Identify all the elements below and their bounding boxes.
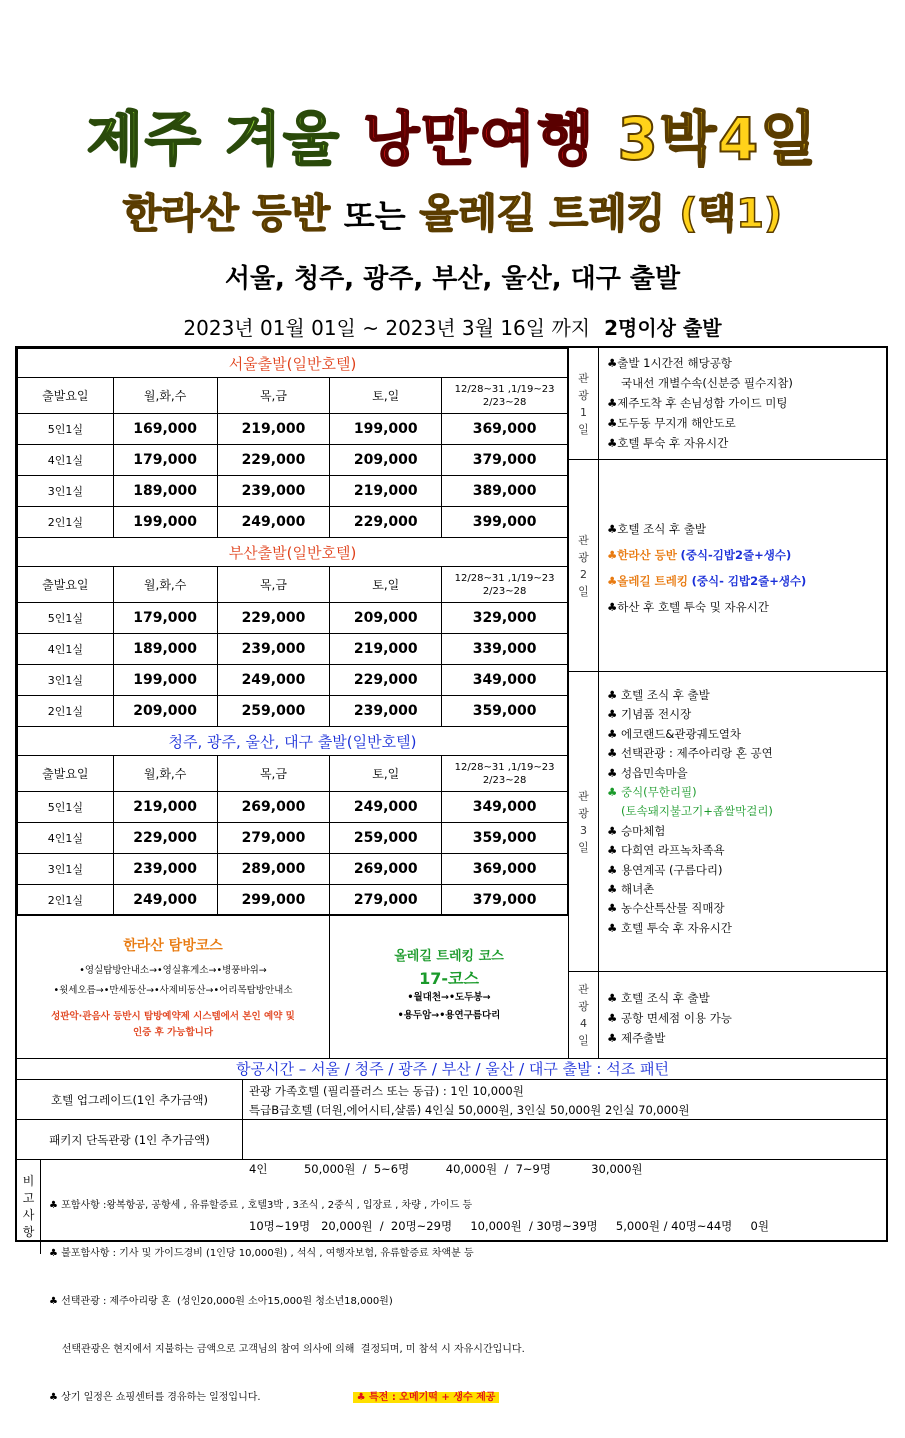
day1-item: ♣출발 1시간전 해당공항 bbox=[607, 356, 732, 370]
olle-course-title: 올레길 트레킹 코스 bbox=[394, 949, 504, 964]
day3-lunch-menu: (토속돼지불고기+좁쌀막걸리) bbox=[621, 804, 773, 819]
room-type: 2인1실 bbox=[18, 696, 114, 727]
day1-item: ♣호텔 투숙 후 자유시간 bbox=[607, 436, 729, 450]
price-row bbox=[18, 445, 568, 476]
price-cell: 229,000 bbox=[113, 823, 217, 854]
price-cell: 369,000 bbox=[442, 854, 568, 885]
notes-list bbox=[49, 1166, 884, 1438]
hotel-upgrade-detail: 관광 가족호텔 (필리플러스 또는 동급) : 1인 10,000원 특급B급호텔 (더원,에어시티,샬롬) 4인실 50,000원, 3인실 50,000원 2인실 70,000원 bbox=[249, 1084, 690, 1117]
price-row bbox=[18, 634, 568, 665]
room-type: 3인1실 bbox=[18, 854, 114, 885]
day2-item-olle: ♣올레길 트레킹 (중식- 김밥2줄+생수) bbox=[607, 574, 807, 588]
price-cell: 259,000 bbox=[330, 823, 442, 854]
price-cell: 389,000 bbox=[442, 476, 568, 507]
price-cell: 269,000 bbox=[217, 792, 330, 823]
price-cell: 369,000 bbox=[442, 414, 568, 445]
header-departure-day: 출발요일 bbox=[18, 567, 114, 603]
day-1-label: 관광1일 bbox=[578, 371, 589, 436]
price-cell: 229,000 bbox=[217, 603, 330, 634]
price-cell: 379,000 bbox=[442, 885, 568, 916]
bottom-info bbox=[17, 1058, 888, 1403]
price-row bbox=[18, 414, 568, 445]
day2-item: ♣하산 후 호텔 투숙 및 자유시간 bbox=[607, 600, 769, 614]
room-type: 4인1실 bbox=[18, 445, 114, 476]
price-cell: 299,000 bbox=[217, 885, 330, 916]
price-cell: 209,000 bbox=[330, 603, 442, 634]
price-row bbox=[18, 665, 568, 696]
package-label: 패키지 단독관광 (1인 추가금액) bbox=[17, 1120, 243, 1159]
price-table-area bbox=[17, 348, 568, 916]
note-item: ♣ 선택관광 : 제주아리랑 혼 (성인20,000원 소아15,000원 청소년18,000원) bbox=[49, 1296, 393, 1307]
price-cell: 199,000 bbox=[113, 665, 217, 696]
subtitle-or: 또는 bbox=[343, 197, 406, 235]
price-column-header: 월,화,수 bbox=[113, 756, 217, 792]
price-row bbox=[18, 792, 568, 823]
price-cell: 329,000 bbox=[442, 603, 568, 634]
day3-item: ♣ 에코랜드&관광궤도열차 bbox=[607, 726, 742, 741]
olle-course bbox=[330, 915, 568, 1059]
day1-item: ♣도두동 무지개 해안도로 bbox=[607, 416, 736, 430]
day-3-items bbox=[607, 686, 884, 938]
price-cell: 219,000 bbox=[330, 476, 442, 507]
day3-item: ♣ 농수산특산물 직매장 bbox=[607, 901, 725, 916]
hallasan-route: •영실탐방안내소→•영실휴게소→•병풍바위→ •윗세오름→•만세동산→•사제비동산→•어리목탐방안내소 bbox=[53, 965, 293, 996]
day3-item: ♣ 성읍민속마을 bbox=[607, 765, 688, 780]
price-cell: 209,000 bbox=[330, 445, 442, 476]
room-type: 2인1실 bbox=[18, 885, 114, 916]
price-cell: 219,000 bbox=[330, 634, 442, 665]
price-cell: 249,000 bbox=[113, 885, 217, 916]
day1-item: 국내선 개별수속(신분증 필수지참) bbox=[621, 376, 793, 390]
price-column-header: 월,화,수 bbox=[113, 567, 217, 603]
hallasan-course bbox=[17, 915, 330, 1059]
price-cell: 249,000 bbox=[330, 792, 442, 823]
day3-item: ♣ 다희연 라프녹차족욕 bbox=[607, 843, 725, 858]
day2-item: ♣호텔 조식 후 출발 bbox=[607, 522, 707, 536]
price-column-header: 토,일 bbox=[330, 567, 442, 603]
price-cell: 229,000 bbox=[217, 445, 330, 476]
price-row bbox=[18, 823, 568, 854]
day2-item-hallasan: ♣한라산 등반 (중식-김밥2줄+생수) bbox=[607, 548, 792, 562]
price-cell: 199,000 bbox=[330, 414, 442, 445]
header-departure-day: 출발요일 bbox=[18, 378, 114, 414]
day3-item: ♣ 호텔 투숙 후 자유시간 bbox=[607, 920, 732, 935]
price-cell: 249,000 bbox=[217, 507, 330, 538]
price-cell: 339,000 bbox=[442, 634, 568, 665]
note-item: 선택관광은 현지에서 지불하는 금액으로 고객님의 참여 의사에 의해 결정되며, 미 참석 시 자유시간입니다. bbox=[49, 1344, 525, 1355]
price-table bbox=[17, 348, 568, 916]
price-cell: 359,000 bbox=[442, 823, 568, 854]
day-4-label: 관광4일 bbox=[578, 983, 589, 1047]
day4-item: ♣ 공항 면세점 이용 가능 bbox=[607, 1011, 732, 1025]
price-cell: 289,000 bbox=[217, 854, 330, 885]
day-1 bbox=[569, 348, 888, 460]
price-cell: 189,000 bbox=[113, 634, 217, 665]
price-row bbox=[18, 696, 568, 727]
price-cell: 239,000 bbox=[113, 854, 217, 885]
price-cell: 189,000 bbox=[113, 476, 217, 507]
flight-info: 항공시간 – 서울 / 청주 / 광주 / 부산 / 울산 / 대구 출발 : 석조 패턴 bbox=[17, 1058, 888, 1080]
day3-item: ♣ 용연계곡 (구름다리) bbox=[607, 862, 723, 877]
hallasan-course-title: 한라산 탐방코스 bbox=[123, 938, 223, 954]
day1-item: ♣제주도착 후 손님성함 가이드 미팅 bbox=[607, 396, 788, 410]
sub-title bbox=[0, 182, 905, 239]
day-3 bbox=[569, 672, 888, 972]
note-item-last: ♣ 상기 일정은 쇼핑센터를 경유하는 일정입니다. ♣ 특전 : 오메기떡 + 생수 제공 bbox=[49, 1390, 884, 1406]
title-jeju-winter: 제주 겨울 bbox=[86, 105, 341, 173]
price-row bbox=[18, 603, 568, 634]
room-type: 4인1실 bbox=[18, 823, 114, 854]
price-column-header: 월,화,수 bbox=[113, 378, 217, 414]
price-cell: 249,000 bbox=[217, 665, 330, 696]
room-type: 2인1실 bbox=[18, 507, 114, 538]
price-cell: 209,000 bbox=[113, 696, 217, 727]
day3-lunch: ♣ 중식(무한리필) bbox=[607, 785, 697, 800]
price-column-header: 목,금 bbox=[217, 378, 330, 414]
room-type: 4인1실 bbox=[18, 634, 114, 665]
price-cell: 239,000 bbox=[217, 634, 330, 665]
price-section-title: 서울출발(일반호텔) bbox=[18, 349, 568, 378]
price-header-row bbox=[18, 378, 568, 414]
price-row bbox=[18, 854, 568, 885]
day-3-label: 관광3일 bbox=[578, 789, 589, 854]
day-2-items bbox=[607, 516, 884, 620]
note-item: ♣ 불포함사항 : 기사 및 가이드경비 (1인당 10,000원) , 석식 , 여행자보험, 유류할증료 차액분 등 bbox=[49, 1248, 474, 1259]
price-cell: 349,000 bbox=[442, 665, 568, 696]
price-column-header: 토,일 bbox=[330, 378, 442, 414]
price-cell: 349,000 bbox=[442, 792, 568, 823]
subtitle-olle: 올레길 트레킹 (택1) bbox=[419, 191, 783, 237]
day4-item: ♣ 제주출발 bbox=[607, 1031, 666, 1045]
price-column-header: 12/28~31 ,1/19~23 2/23~28 bbox=[442, 756, 568, 792]
day3-item: ♣ 호텔 조식 후 출발 bbox=[607, 688, 710, 702]
subtitle-hallasan: 한라산 등반 bbox=[122, 191, 330, 237]
special-benefit: ♣ 특전 : 오메기떡 + 생수 제공 bbox=[353, 1392, 500, 1403]
header-departure-day: 출발요일 bbox=[18, 756, 114, 792]
notes-label: 비고사항 bbox=[22, 1174, 35, 1239]
price-cell: 229,000 bbox=[330, 665, 442, 696]
departure-cities: 서울, 청주, 광주, 부산, 울산, 대구 출발 bbox=[224, 264, 681, 294]
price-cell: 259,000 bbox=[217, 696, 330, 727]
price-section-title: 청주, 광주, 울산, 대구 출발(일반호텔) bbox=[18, 727, 568, 756]
package-detail: 4인 50,000원 / 5~6명 40,000원 / 7~9명 30,000원 10명~19명 20,000원 / 20명~29명 10,000원 / 30명~39명 5,000원 / 40명~44명 0원 bbox=[249, 1162, 769, 1233]
room-type: 5인1실 bbox=[18, 414, 114, 445]
day-2-label: 관광2일 bbox=[578, 533, 589, 598]
day-1-items bbox=[607, 353, 884, 453]
price-cell: 169,000 bbox=[113, 414, 217, 445]
price-row bbox=[18, 507, 568, 538]
day3-item: ♣ 기념품 전시장 bbox=[607, 707, 692, 722]
price-row bbox=[18, 885, 568, 916]
price-cell: 179,000 bbox=[113, 445, 217, 476]
day4-item: ♣ 호텔 조식 후 출발 bbox=[607, 991, 710, 1005]
hotel-upgrade-label: 호텔 업그레이드(1인 추가금액) bbox=[17, 1080, 243, 1119]
day3-item: ♣ 승마체험 bbox=[607, 823, 666, 838]
price-cell: 219,000 bbox=[113, 792, 217, 823]
room-type: 5인1실 bbox=[18, 603, 114, 634]
price-cell: 239,000 bbox=[217, 476, 330, 507]
price-cell: 269,000 bbox=[330, 854, 442, 885]
room-type: 5인1실 bbox=[18, 792, 114, 823]
room-type: 3인1실 bbox=[18, 476, 114, 507]
note-item: ♣ 포함사항 :왕복항공, 공항세 , 유류할증료 , 호텔3박 , 3조식 , 2중식 , 입장료 , 차량 , 가이드 등 bbox=[49, 1200, 473, 1211]
price-cell: 279,000 bbox=[217, 823, 330, 854]
olle-route: •월대천→•도두봉→ •용두암→•용연구름다리 bbox=[397, 992, 501, 1021]
day-4-items bbox=[607, 988, 884, 1048]
course-box bbox=[17, 914, 568, 1058]
price-cell: 229,000 bbox=[330, 507, 442, 538]
day3-item: ♣ 해녀촌 bbox=[607, 882, 655, 897]
notes bbox=[17, 1160, 888, 1403]
main-title bbox=[0, 92, 905, 176]
day3-item: ♣ 선택관광 : 제주아리랑 혼 공연 bbox=[607, 746, 773, 761]
min-people: 2명이상 출발 bbox=[604, 316, 722, 340]
day-4 bbox=[569, 972, 888, 1058]
price-cell: 379,000 bbox=[442, 445, 568, 476]
schedule bbox=[568, 348, 888, 1058]
price-column-header: 12/28~31 ,1/19~23 2/23~28 bbox=[442, 378, 568, 414]
olle-course-number: 17-코스 bbox=[419, 969, 479, 988]
room-type: 3인1실 bbox=[18, 665, 114, 696]
price-header-row bbox=[18, 567, 568, 603]
price-cell: 199,000 bbox=[113, 507, 217, 538]
hotel-upgrade-row bbox=[17, 1080, 888, 1120]
price-cell: 179,000 bbox=[113, 603, 217, 634]
price-cell: 279,000 bbox=[330, 885, 442, 916]
price-cell: 219,000 bbox=[217, 414, 330, 445]
price-section-title: 부산출발(일반호텔) bbox=[18, 538, 568, 567]
price-column-header: 목,금 bbox=[217, 567, 330, 603]
price-column-header: 12/28~31 ,1/19~23 2/23~28 bbox=[442, 567, 568, 603]
price-header-row bbox=[18, 756, 568, 792]
price-cell: 359,000 bbox=[442, 696, 568, 727]
period-text: 2023년 01월 01일 ~ 2023년 3월 16일 까지 bbox=[183, 316, 591, 340]
title-romantic-trip: 낭만여행 bbox=[363, 105, 596, 173]
price-column-header: 목,금 bbox=[217, 756, 330, 792]
itinerary-frame bbox=[15, 346, 888, 1403]
hallasan-note: 성판악·관음사 등반시 탐방예약제 시스템에서 본인 예약 및 인증 후 가능합니다 bbox=[51, 1011, 295, 1038]
price-cell: 399,000 bbox=[442, 507, 568, 538]
day-2 bbox=[569, 460, 888, 672]
price-cell: 239,000 bbox=[330, 696, 442, 727]
price-row bbox=[18, 476, 568, 507]
travel-period bbox=[0, 312, 905, 341]
price-column-header: 토,일 bbox=[330, 756, 442, 792]
title-duration: 3박4일 bbox=[617, 105, 819, 173]
